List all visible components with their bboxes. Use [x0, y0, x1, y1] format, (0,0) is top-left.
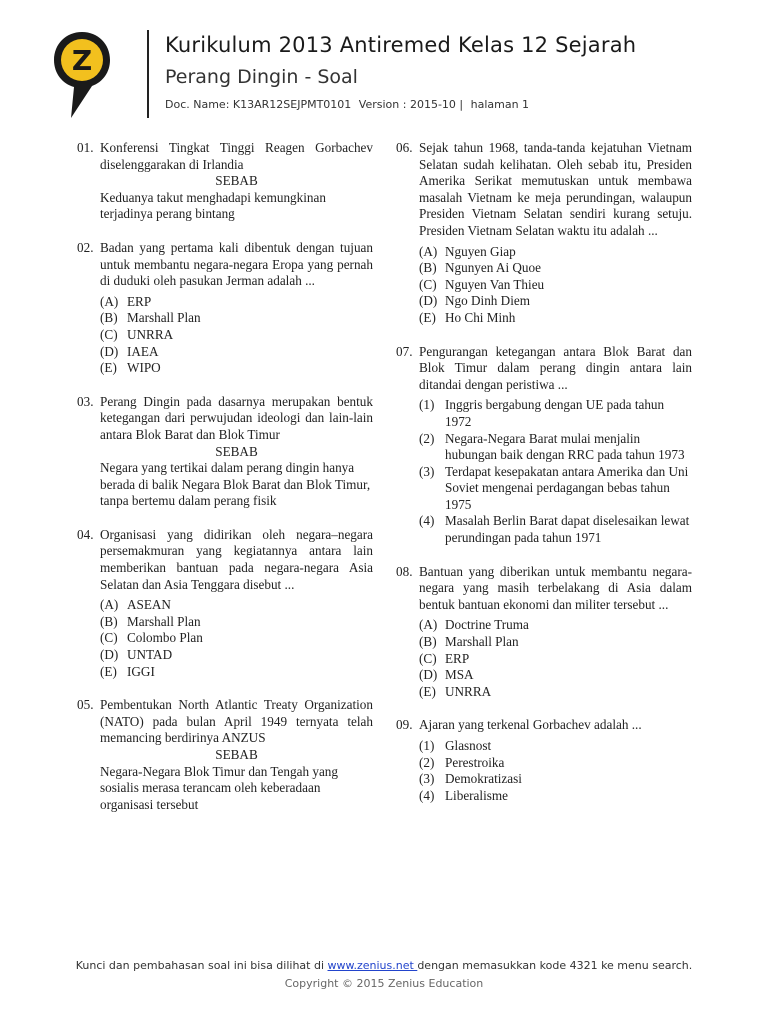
option-text: ERP — [127, 293, 152, 309]
option-label: (D) — [419, 293, 438, 309]
page-subtitle: Perang Dingin - Soal — [165, 66, 358, 88]
option-label: (B) — [100, 613, 118, 629]
answer-option — [100, 344, 373, 361]
question-text: Konferensi Tingkat Tinggi Reagen Gorbachev diselenggarakan di Irlandia — [100, 140, 373, 172]
footer-text-after: dengan memasukkan kode 4321 ke menu search. — [417, 959, 693, 972]
answer-option — [100, 647, 373, 664]
answer-option — [419, 310, 692, 327]
option-text: Ngunyen Ai Quoe — [445, 260, 541, 276]
option-text: ASEAN — [127, 597, 171, 613]
option-label: (B) — [419, 260, 437, 276]
question-row — [77, 394, 373, 444]
question-text: Sejak tahun 1968, tanda-tanda kejatuhan Vietnam Selatan sudah kelihatan. Oleh sebab itu, Presiden Amerika Serikat memutuskan untuk membawa masalah Vietnam ke meja perundingan, walaupun Presiden Vietnam Selatan sendiri kurang setuju. Presiden Vietnam Selatan waktu itu adalah ... — [419, 140, 692, 238]
answer-option — [419, 651, 692, 668]
option-text: Marshall Plan — [445, 634, 519, 650]
option-text: Glasnost — [445, 738, 492, 753]
question-text: Ajaran yang terkenal Gorbachev adalah ... — [419, 717, 642, 733]
option-label: (1) — [419, 738, 435, 753]
option-label: (E) — [419, 683, 436, 699]
option-label: (A) — [100, 597, 119, 613]
answer-option — [419, 397, 692, 430]
option-text: Masalah Berlin Barat dapat diselesaikan lewat perundingan pada tahun 1971 — [445, 513, 690, 546]
option-label: (B) — [419, 634, 437, 650]
answer-option — [419, 293, 692, 310]
option-label: (D) — [100, 647, 119, 663]
answer-option — [100, 630, 373, 647]
question-row — [396, 140, 692, 240]
footer-note — [0, 959, 768, 972]
option-text: Inggris bergabung dengan UE pada tahun 1972 — [445, 397, 665, 429]
option-label: (3) — [419, 771, 435, 787]
question-row — [77, 697, 373, 747]
option-label: (A) — [100, 293, 119, 309]
question-number: 03. — [77, 393, 94, 409]
answer-option — [419, 684, 692, 701]
answer-option — [419, 634, 692, 651]
answer-option — [419, 771, 692, 788]
question-item — [396, 140, 692, 327]
option-text: Ho Chi Minh — [445, 309, 516, 325]
answer-option — [419, 755, 692, 772]
option-list — [419, 244, 692, 327]
question-number: 01. — [77, 140, 94, 155]
option-label: (C) — [419, 276, 437, 292]
answer-option — [419, 617, 692, 634]
option-text: Colombo Plan — [127, 630, 203, 646]
option-label: (C) — [419, 650, 437, 666]
option-text: Negara-Negara Barat mulai menjalin hubungan baik dengan RRC pada tahun 1973 — [445, 430, 685, 463]
question-item — [396, 564, 692, 701]
option-text: IAEA — [127, 343, 159, 359]
option-text: Demokratizasi — [445, 771, 522, 787]
question-number: 06. — [396, 140, 413, 155]
question-number: 05. — [77, 697, 94, 713]
question-item — [77, 527, 373, 680]
option-text: Nguyen Van Thieu — [445, 276, 545, 292]
answer-option — [419, 244, 692, 261]
answer-option — [419, 260, 692, 277]
option-label: (3) — [419, 463, 435, 479]
answer-option — [100, 327, 373, 344]
doc-name: Doc. Name: K13AR12SEJPMT0101 — [165, 98, 352, 111]
answer-option — [419, 738, 692, 755]
option-label: (B) — [100, 310, 118, 326]
option-list — [419, 738, 692, 804]
question-row — [396, 564, 692, 614]
question-text: Bantuan yang diberikan untuk membantu negara-negara yang masih terbelakang di Asia dalam bentuk bantuan ekonomi dan militer tersebut ... — [419, 563, 692, 612]
question-row — [396, 344, 692, 394]
sebab-label: SEBAB — [215, 747, 258, 762]
option-text: WIPO — [127, 360, 161, 376]
answer-option — [419, 464, 692, 514]
option-label: (4) — [419, 787, 435, 803]
option-label: (4) — [419, 513, 435, 529]
option-text: UNRRA — [445, 683, 492, 699]
page-title: Kurikulum 2013 Antiremed Kelas 12 Sejarah — [165, 33, 637, 57]
option-text: UNRRA — [127, 326, 174, 342]
sebab-label: SEBAB — [215, 173, 258, 189]
question-number: 02. — [77, 239, 94, 255]
answer-option — [100, 310, 373, 327]
footer-text-before: Kunci dan pembahasan soal ini bisa dilihat di — [75, 959, 328, 972]
question-number: 09. — [396, 717, 413, 733]
answer-option — [100, 614, 373, 631]
option-list — [419, 397, 692, 546]
logo-letter: Z — [71, 44, 93, 77]
answer-option — [419, 431, 692, 464]
page-number: halaman 1 — [470, 98, 530, 111]
question-item — [77, 697, 373, 813]
zenius-logo — [52, 30, 112, 120]
option-text: Liberalisme — [445, 787, 508, 803]
doc-meta — [165, 98, 533, 111]
option-label: (1) — [419, 397, 435, 413]
option-label: (C) — [100, 630, 118, 646]
option-text: Ngo Dinh Diem — [445, 293, 530, 309]
option-label: (A) — [419, 243, 438, 259]
question-row — [77, 140, 373, 173]
option-text: ERP — [445, 650, 470, 666]
answer-option — [100, 294, 373, 311]
answer-option — [419, 788, 692, 805]
question-number: 08. — [396, 563, 413, 579]
option-label: (E) — [100, 360, 117, 376]
question-item — [77, 394, 373, 510]
question-text: Badan yang pertama kali dibentuk dengan tujuan untuk membantu negara-negara Eropa yang pernah di duduki oleh pasukan Jerman adalah ... — [100, 239, 373, 289]
question-row — [396, 717, 692, 734]
option-label: (E) — [100, 663, 117, 679]
question-item — [77, 140, 373, 223]
answer-option — [100, 597, 373, 614]
option-text: IGGI — [127, 663, 155, 679]
copyright: Copyright © 2015 Zenius Education — [284, 977, 484, 990]
answer-option — [100, 360, 373, 377]
right-column — [396, 140, 692, 821]
option-label: (D) — [100, 343, 119, 359]
reason-text: Keduanya takut menghadapi kemungkinan terjadinya perang bintang — [100, 189, 326, 222]
reason-text: Negara yang tertikai dalam perang dingin hanya berada di balik Negara Blok Barat dan Blok Timur, tanpa bertemu dalam perang fisik — [100, 460, 371, 509]
question-text: Organisasi yang didirikan oleh negara–negara persemakmuran yang kegiatannya antara lain memberikan bantuan pada negara-negara Asia Selatan dan Asia Tenggara disebut ... — [100, 526, 373, 592]
question-item — [396, 717, 692, 804]
option-text: Nguyen Giap — [445, 243, 516, 259]
zenius-link[interactable]: www.zenius.net — [327, 959, 418, 972]
option-text: Marshall Plan — [127, 613, 201, 629]
question-item — [396, 344, 692, 547]
left-column — [77, 140, 373, 830]
question-number: 07. — [396, 343, 413, 359]
header-divider — [147, 30, 149, 118]
option-label: (2) — [419, 430, 435, 446]
answer-option — [419, 513, 692, 546]
question-number: 04. — [77, 526, 94, 542]
answer-option — [419, 277, 692, 294]
option-list — [419, 617, 692, 700]
reason-text: Negara-Negara Blok Timur dan Tengah yang sosialis merasa terancam oleh keberadaan organisasi tersebut — [100, 763, 338, 812]
answer-option — [100, 664, 373, 681]
answer-option — [419, 667, 692, 684]
option-label: (E) — [419, 309, 436, 325]
option-label: (D) — [419, 667, 438, 683]
option-text: Perestroika — [445, 754, 505, 770]
option-label: (2) — [419, 754, 435, 770]
question-text: Pengurangan ketegangan antara Blok Barat dan Blok Timur dalam perang dingin antara lain ditandai dengan peristiwa ... — [419, 343, 692, 392]
option-text: UNTAD — [127, 647, 173, 663]
sebab-label: SEBAB — [215, 443, 258, 459]
question-text: Perang Dingin pada dasarnya merupakan bentuk ketegangan dari perwujudan ideologi dan lain-lain antara Blok Barat dan Blok Timur — [100, 393, 373, 442]
option-list — [100, 294, 373, 377]
question-row — [77, 240, 373, 290]
option-text: Doctrine Truma — [445, 617, 529, 633]
doc-version: Version : 2015-10 | — [358, 98, 464, 111]
question-item — [77, 240, 373, 377]
option-list — [100, 597, 373, 680]
option-text: Terdapat kesepakatan antara Amerika dan Uni Soviet mengenai perdagangan bebas tahun 1975 — [445, 463, 689, 512]
question-row — [77, 527, 373, 593]
option-label: (A) — [419, 617, 438, 633]
option-text: MSA — [445, 667, 474, 683]
question-text: Pembentukan North Atlantic Treaty Organization (NATO) pada bulan April 1949 ternyata telah memancing berdirinya ANZUS — [100, 697, 373, 746]
option-label: (C) — [100, 326, 118, 342]
option-text: Marshall Plan — [127, 310, 201, 326]
